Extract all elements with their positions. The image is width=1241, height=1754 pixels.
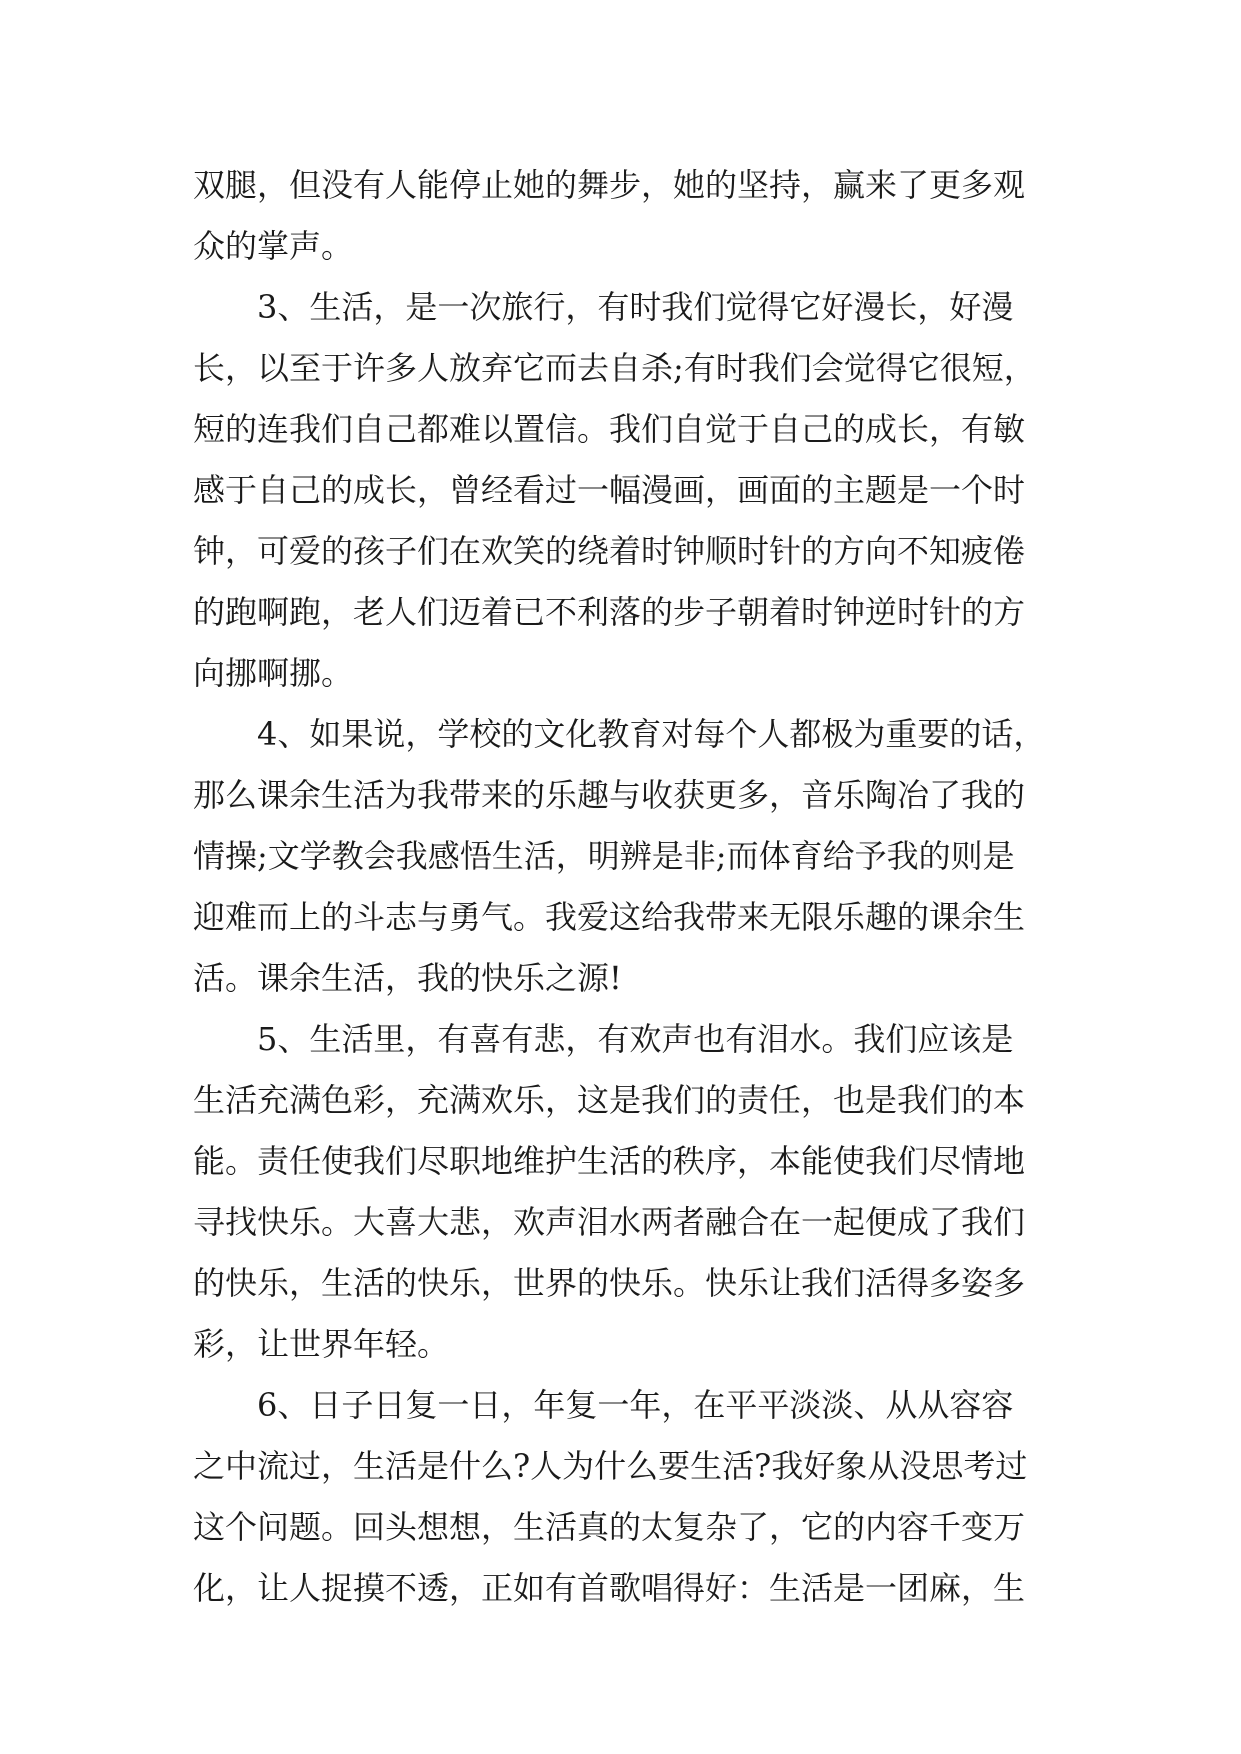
text-line: 众的掌声。 <box>193 227 354 265</box>
text-line: 彩，让世界年轻。 <box>193 1325 450 1363</box>
text-line: 短的连我们自己都难以置信。我们自觉于自己的成长，有敏 <box>193 410 1026 448</box>
text-line: 钟，可爱的孩子们在欢笑的绕着时钟顺时针的方向不知疲倦 <box>193 532 1026 570</box>
paragraph-first-line: 3、生活，是一次旅行，有时我们觉得它好漫长，好漫 <box>257 288 1014 326</box>
text-line: 寻找快乐。大喜大悲，欢声泪水两者融合在一起便成了我们 <box>193 1203 1026 1241</box>
text-line: 之中流过，生活是什么?人为什么要生活?我好象从没思考过 <box>193 1447 1028 1485</box>
text-line: 感于自己的成长，曾经看过一幅漫画，画面的主题是一个时 <box>193 471 1026 509</box>
text-line: 生活充满色彩，充满欢乐，这是我们的责任，也是我们的本 <box>193 1081 1026 1119</box>
text-line: 那么课余生活为我带来的乐趣与收获更多，音乐陶冶了我的 <box>193 776 1026 814</box>
text-line: 情操;文学教会我感悟生活，明辨是非;而体育给予我的则是 <box>193 837 1015 875</box>
text-line: 的跑啊跑，老人们迈着已不利落的步子朝着时钟逆时针的方 <box>193 593 1026 631</box>
text-line: 双腿，但没有人能停止她的舞步，她的坚持，赢来了更多观 <box>193 166 1026 204</box>
text-line: 能。责任使我们尽职地维护生活的秩序，本能使我们尽情地 <box>193 1142 1026 1180</box>
paragraph-first-line: 6、日子日复一日，年复一年，在平平淡淡、从从容容 <box>257 1386 1014 1424</box>
text-line: 化，让人捉摸不透，正如有首歌唱得好：生活是一团麻，生 <box>193 1569 1026 1607</box>
body-text <box>193 155 1053 1619</box>
text-line: 长，以至于许多人放弃它而去自杀;有时我们会觉得它很短， <box>193 349 1036 387</box>
text-line: 活。课余生活，我的快乐之源! <box>193 959 622 997</box>
text-line: 迎难而上的斗志与勇气。我爱这给我带来无限乐趣的课余生 <box>193 898 1026 936</box>
text-line: 这个问题。回头想想，生活真的太复杂了，它的内容千变万 <box>193 1508 1026 1546</box>
paragraph-first-line: 5、生活里，有喜有悲，有欢声也有泪水。我们应该是 <box>257 1020 1014 1058</box>
text-line: 向挪啊挪。 <box>193 654 354 692</box>
paragraph-first-line: 4、如果说，学校的文化教育对每个人都极为重要的话， <box>257 715 1046 753</box>
text-line: 的快乐，生活的快乐，世界的快乐。快乐让我们活得多姿多 <box>193 1264 1026 1302</box>
